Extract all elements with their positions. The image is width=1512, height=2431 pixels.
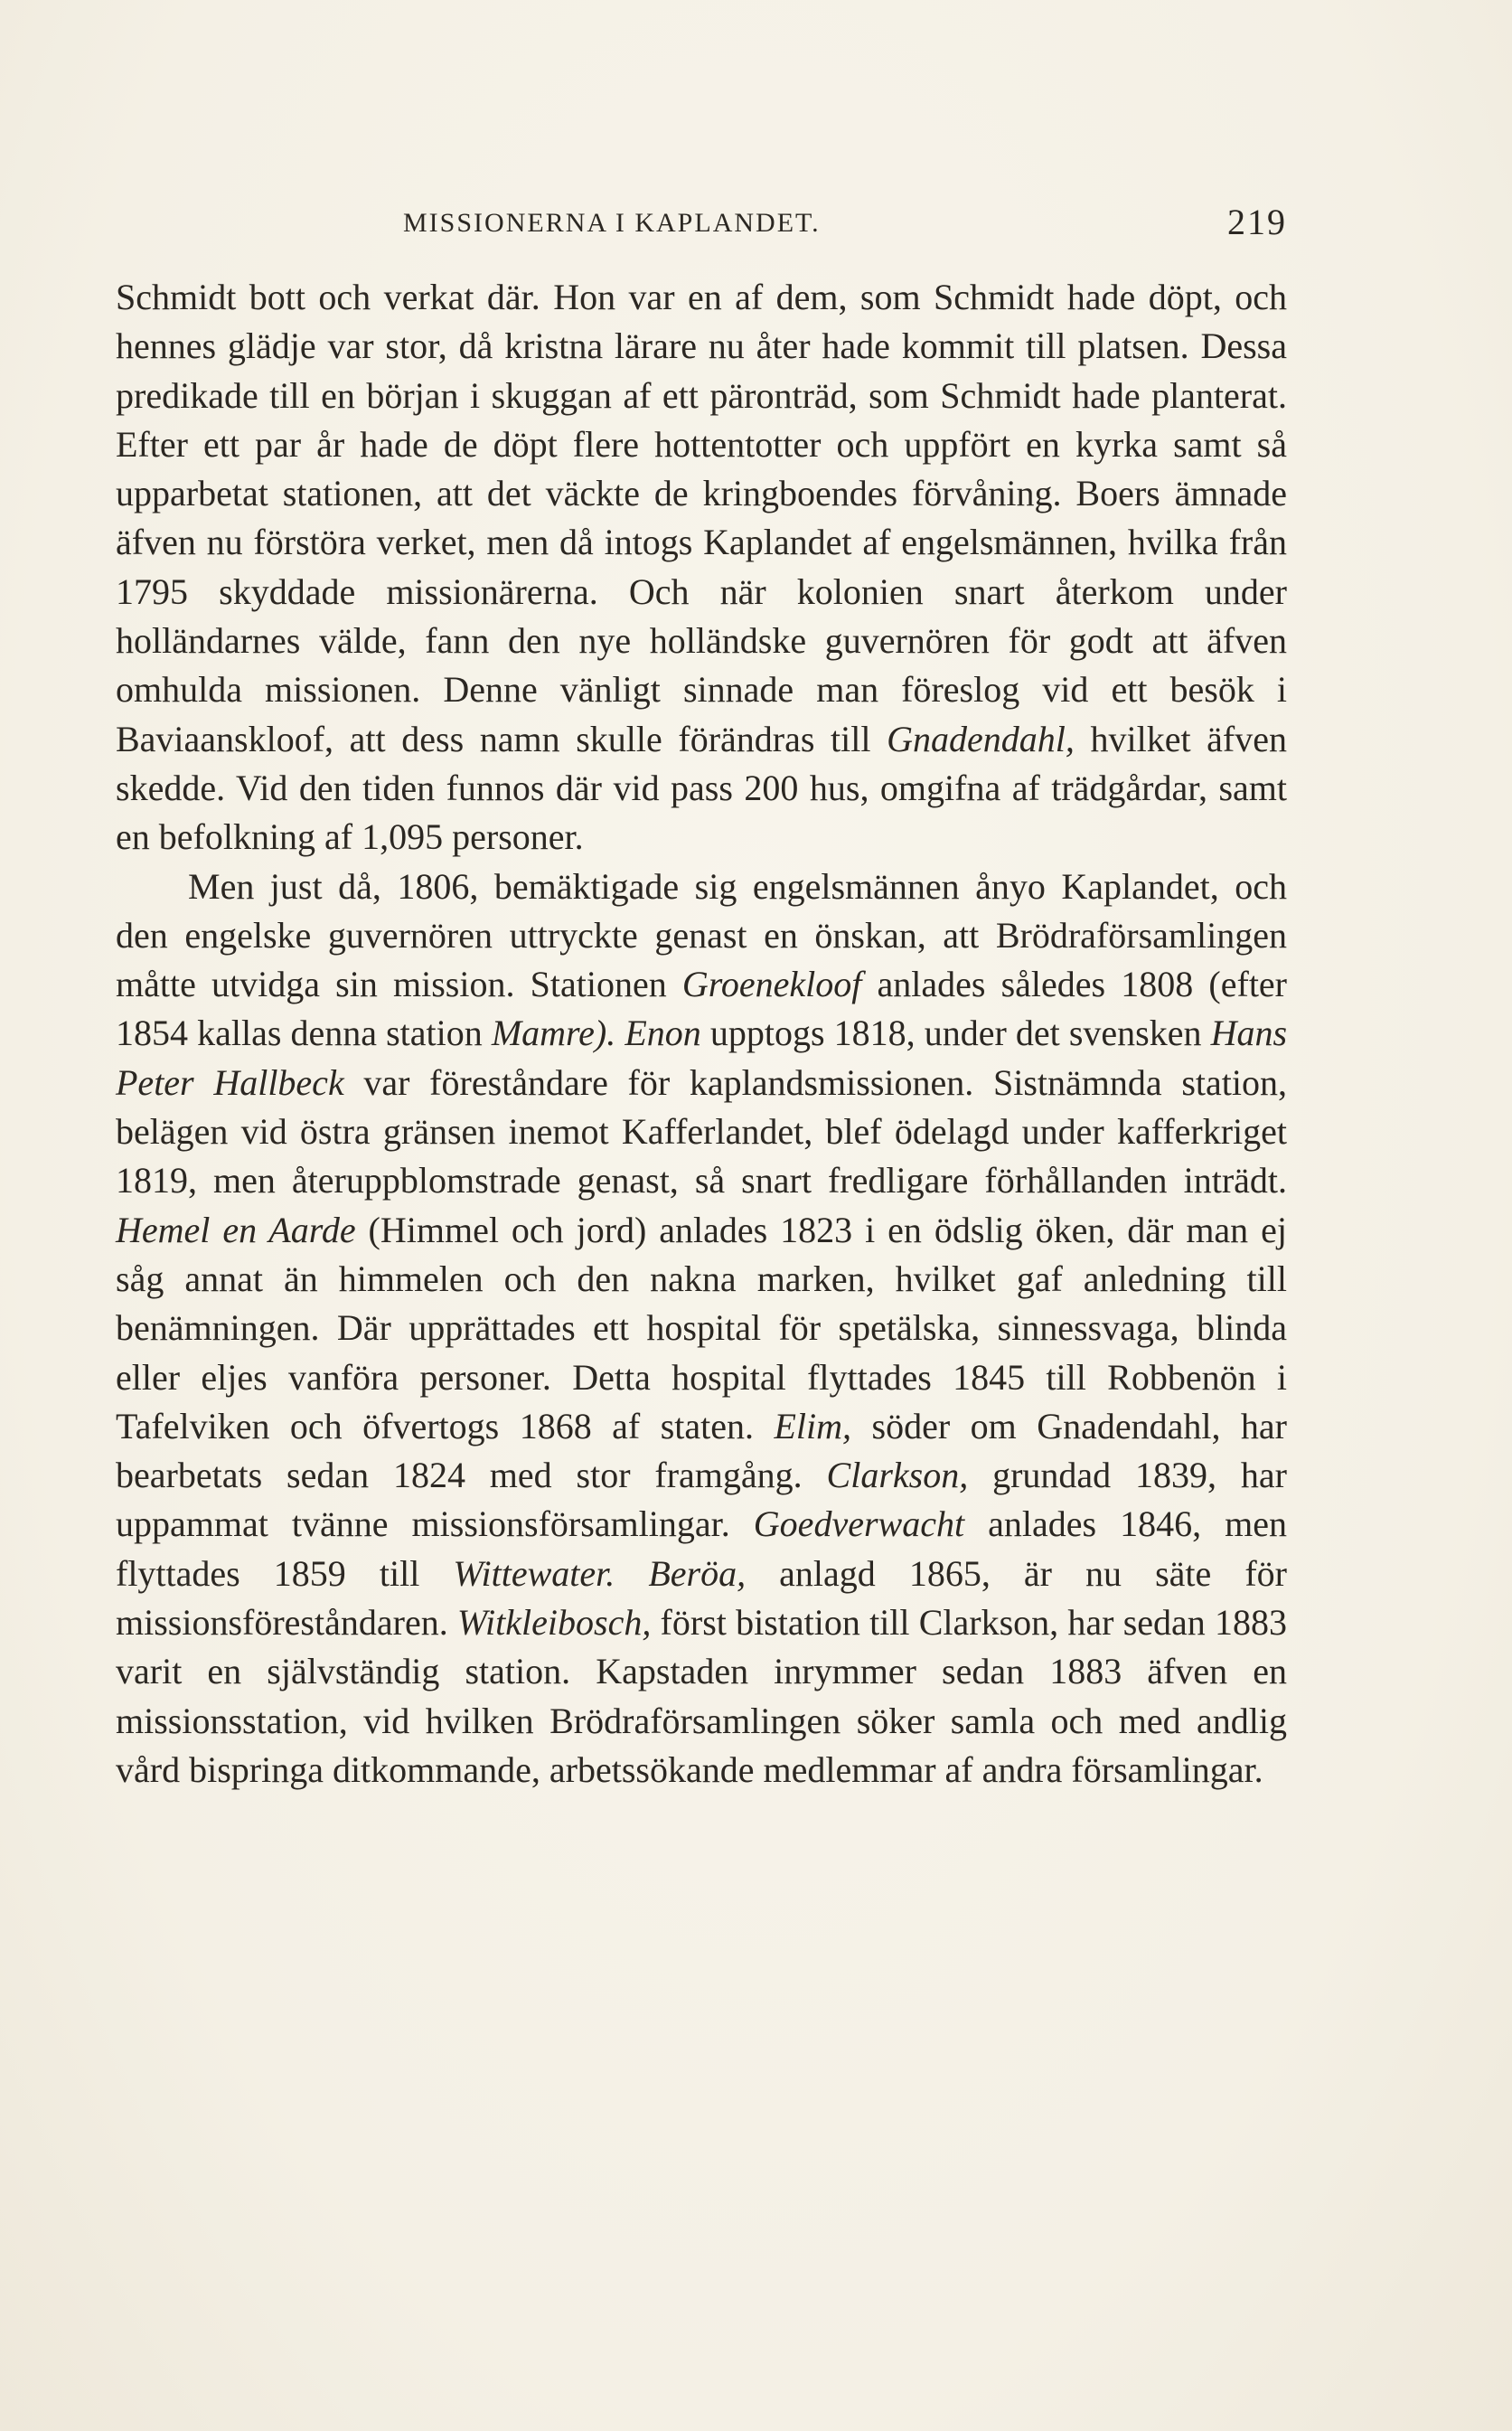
- text-segment: var föreståndare för kaplandsmissionen. Sistnämnda station, belägen vid östra gränsen inemot Kafferlandet, blef ödelagd under kafferkriget 1819, men återuppblomstrade genast, så snart fredligare förhållanden inträdt.: [116, 1061, 1288, 1201]
- paragraph-2: [116, 862, 1287, 1795]
- running-title: MISSIONERNA I KAPLANDET.: [403, 208, 821, 238]
- italic-name: Witkleibosch,: [456, 1602, 652, 1644]
- text-segment: anlades således 1808 (efter 1854 kallas denna station: [116, 964, 1288, 1054]
- italic-name: Gnadendahl,: [887, 718, 1075, 759]
- italic-name: Enon: [625, 1013, 701, 1054]
- italic-name: Elim,: [774, 1405, 852, 1446]
- text-segment: söder om Gnadendahl, har bearbetats sedan 1824 med stor framgång.: [116, 1405, 1288, 1496]
- text-segment: upptogs 1818, under det svensken: [700, 1013, 1211, 1054]
- text-segment: (Himmel och jord) anlades 1823 i en ödslig öken, där man ej såg annat än himmelen och den nakna marken, hvilket gaf anledning till benämningen. Där upprättades ett hospital för spetälska, sinnessvaga, blinda eller eljes vanföra personer. Detta hospital flyttades 1845 till Robbenön i Tafelviken och öfvertogs 1868 af staten.: [116, 1209, 1287, 1446]
- italic-name: Beröa,: [648, 1552, 747, 1594]
- text-segment: Men just då, 1806, bemäktigade sig engelsmännen ånyo Kaplandet, och den engelske guvernören uttryckte genast en önskan, att Brödraförsamlingen måtte utvidga sin mission. Stationen: [116, 865, 1287, 1005]
- italic-name: Hemel en Aarde: [116, 1209, 356, 1250]
- text-segment: först bistation till Clarkson, har sedan 1883 varit en självständig station. Kapstaden inrymmer sedan 1883 äfven en missionsstation, vid hvilken Brödraförsamlingen söker samla och med andlig vård bispringa ditkommande, arbetssökande medlemmar af andra församlingar.: [116, 1602, 1287, 1790]
- page-header: [116, 201, 1287, 255]
- paragraph-1: [116, 273, 1287, 862]
- page-number: 219: [1227, 202, 1287, 242]
- body-text: [116, 273, 1287, 1795]
- text-segment: [615, 1553, 648, 1594]
- italic-name: Wittewater.: [453, 1552, 615, 1594]
- text-segment: [615, 1013, 625, 1053]
- italic-name: Mamre).: [491, 1013, 616, 1054]
- italic-name: Hans Peter Hallbeck: [116, 1013, 1288, 1103]
- text-segment: anlades 1846, men flyttades 1859 till: [116, 1503, 1287, 1594]
- text-segment: Schmidt bott och verkat där. Hon var en af dem, som Schmidt hade döpt, och hennes glädje var stor, då kristna lärare nu åter hade kommit till platsen. Dessa predikade till en början i skuggan af ett päronträd, som Schmidt hade planterat. Efter ett par år hade de döpt flere hottentotter och uppfört en kyrka samt så upparbetat stationen, att det väckte de kringboendes förvåning. Boers ämnade äfven nu förstöra verket, men då intogs Kaplandet af engelsmännen, hvilka från 1795 skyddade missionärerna. Och när kolonien snart återkom under holländarnes välde, fann den nye holländske guvernören för godt att äfven omhulda missionen. Denne vänligt sinnade man föreslog vid ett besök i Baviaanskloof, att dess namn skulle förändras till: [116, 277, 1287, 759]
- italic-name: Clarkson,: [826, 1455, 969, 1496]
- text-segment: hvilket äfven skedde. Vid den tiden funnos där vid pass 200 hus, omgifna af trädgårdar, samt en befolkning af 1,095 personer.: [116, 718, 1287, 858]
- text-segment: grundad 1839, har uppammat tvänne missionsförsamlingar.: [116, 1455, 1287, 1545]
- text-segment: anlagd 1865, är nu säte för missionsföreståndaren.: [116, 1552, 1287, 1644]
- italic-name: Groenekloof: [681, 964, 862, 1005]
- italic-name: Goedverwacht: [753, 1503, 965, 1545]
